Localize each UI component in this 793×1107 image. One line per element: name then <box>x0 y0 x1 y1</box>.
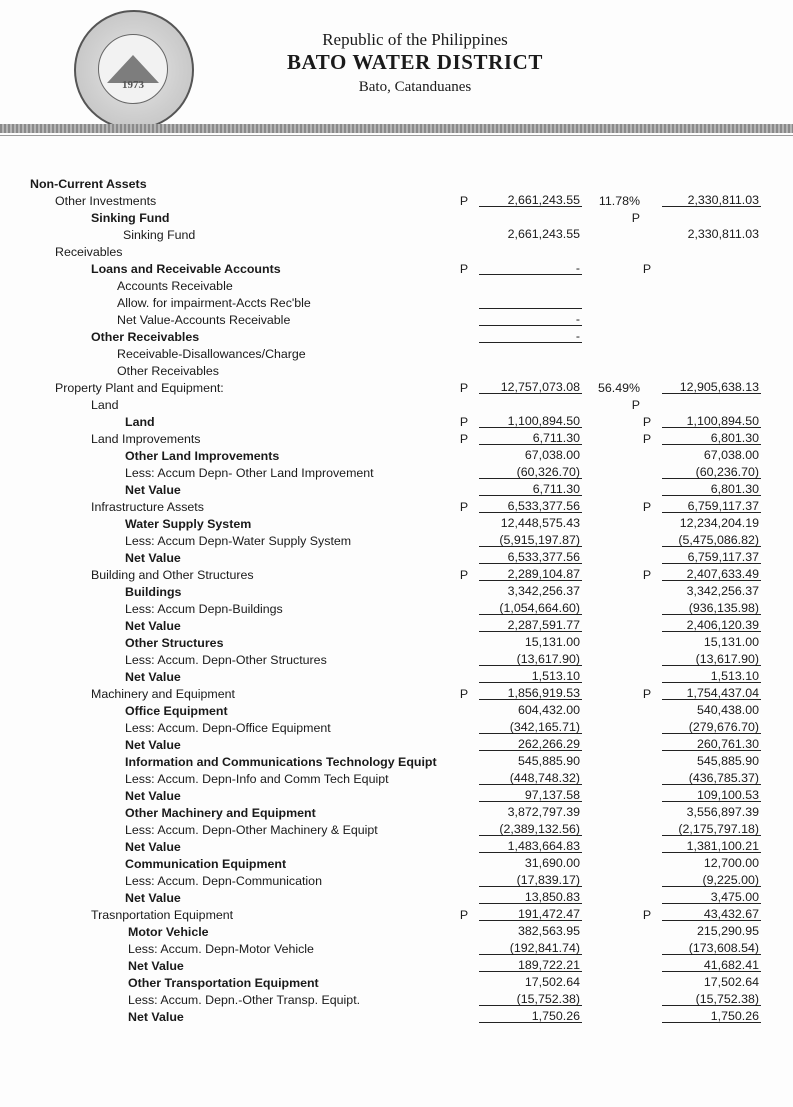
amount-prior: 109,100.53 <box>662 788 761 802</box>
amount-current: (5,915,197.87) <box>479 533 582 547</box>
amount-current: 6,533,377.56 <box>479 550 582 564</box>
amount-current: 12,448,575.43 <box>500 516 580 530</box>
row-label: Accounts Receivable <box>117 279 233 293</box>
row-label: Less: Accum. Depn-Motor Vehicle <box>128 942 314 956</box>
amount-prior: 12,700.00 <box>703 856 759 870</box>
amount-prior: 1,750.26 <box>662 1009 761 1023</box>
peso-sign: P <box>459 432 469 446</box>
row-label: Other Machinery and Equipment <box>125 806 316 820</box>
peso-sign: P <box>459 262 469 276</box>
peso-sign: P <box>642 500 652 514</box>
amount-prior: 12,905,638.13 <box>662 380 761 394</box>
table-row <box>0 771 793 788</box>
amount-prior: 12,234,204.19 <box>679 516 759 530</box>
amount-current: 2,289,104.87 <box>479 567 582 581</box>
table-row <box>0 652 793 669</box>
amount-prior: 545,885.90 <box>696 754 759 768</box>
table-row <box>0 533 793 550</box>
amount-current: 6,711.30 <box>479 431 582 445</box>
row-label: Less: Accum. Depn-Other Machinery & Equipt <box>125 823 378 837</box>
amount-current: 15,131.00 <box>524 635 580 649</box>
amount-current: 604,432.00 <box>517 703 580 717</box>
amount-current: 97,137.58 <box>479 788 582 802</box>
table-row <box>0 329 793 346</box>
row-label: Machinery and Equipment <box>91 687 235 701</box>
row-label: Land <box>91 398 119 412</box>
table-row <box>0 686 793 703</box>
amount-current: 6,533,377.56 <box>479 499 582 513</box>
row-label: Motor Vehicle <box>128 925 209 939</box>
percent-of-total: 56.49% P <box>597 381 640 412</box>
row-label: Other Receivables <box>117 364 219 378</box>
row-label: Allow. for impairment-Accts Rec'ble <box>117 296 311 310</box>
district-seal <box>74 10 194 130</box>
table-row <box>0 414 793 431</box>
table-row <box>0 924 793 941</box>
header-location: Bato, Catanduanes <box>358 79 472 95</box>
peso-sign: P <box>642 432 652 446</box>
table-row <box>0 856 793 873</box>
amount-current: 2,287,591.77 <box>479 618 582 632</box>
row-label: Less: Accum Depn- Other Land Improvement <box>125 466 374 480</box>
peso-sign: P <box>642 262 652 276</box>
table-row <box>0 516 793 533</box>
row-label: Sinking Fund <box>91 211 170 225</box>
amount-current: 1,856,919.53 <box>479 686 582 700</box>
table-row <box>0 805 793 822</box>
amount-prior: 3,556,897.39 <box>686 805 759 819</box>
amount-prior: 3,342,256.37 <box>686 584 759 598</box>
table-row <box>0 669 793 686</box>
peso-sign: P <box>459 568 469 582</box>
amount-prior: (436,785.37) <box>662 771 761 785</box>
amount-prior: (60,236.70) <box>662 465 761 479</box>
seal-emblem <box>98 34 168 104</box>
table-row <box>0 295 793 312</box>
peso-sign: P <box>459 381 469 395</box>
amount-prior: 215,290.95 <box>696 924 759 938</box>
table-row <box>0 873 793 890</box>
table-row <box>0 720 793 737</box>
amount-prior: (5,475,086.82) <box>662 533 761 547</box>
row-label: Other Receivables <box>91 330 200 344</box>
amount-current: 3,342,256.37 <box>507 584 580 598</box>
peso-sign: P <box>459 500 469 514</box>
row-label: Net Value <box>125 551 181 565</box>
amount-current: 67,038.00 <box>524 448 580 462</box>
row-label: Other Structures <box>125 636 224 650</box>
row-label: Property Plant and Equipment: <box>55 381 224 395</box>
amount-current: (17,839.17) <box>479 873 582 887</box>
amount-prior: (15,752.38) <box>662 992 761 1006</box>
peso-sign: P <box>642 568 652 582</box>
row-label: Net Value <box>128 959 184 973</box>
table-row <box>0 975 793 992</box>
amount-prior: 6,801.30 <box>662 431 761 445</box>
table-row <box>0 737 793 754</box>
row-label: Office Equipment <box>125 704 228 718</box>
amount-current: 12,757,073.08 <box>479 380 582 394</box>
amount-prior: 2,330,811.03 <box>687 227 759 241</box>
amount-current: (13,617.90) <box>479 652 582 666</box>
row-label: Net Value <box>125 789 181 803</box>
table-row <box>0 1009 793 1026</box>
amount-current: - <box>479 312 582 326</box>
table-row <box>0 346 793 363</box>
amount-prior: (936,135.98) <box>662 601 761 615</box>
amount-prior: 1,381,100.21 <box>662 839 761 853</box>
peso-sign: P <box>459 908 469 922</box>
row-label: Net Value <box>125 738 181 752</box>
amount-current <box>479 295 582 309</box>
amount-current: 1,483,664.83 <box>479 839 582 853</box>
amount-current: 13,850.83 <box>479 890 582 904</box>
row-label: Sinking Fund <box>123 228 196 242</box>
table-row <box>0 312 793 329</box>
amount-current: 31,690.00 <box>524 856 580 870</box>
amount-current: 1,100,894.50 <box>479 414 582 428</box>
peso-sign: P <box>642 908 652 922</box>
table-row <box>0 839 793 856</box>
amount-current: 545,885.90 <box>517 754 580 768</box>
row-label: Net Value <box>125 483 181 497</box>
amount-prior: 1,100,894.50 <box>662 414 761 428</box>
row-label: Building and Other Structures <box>91 568 254 582</box>
table-row <box>0 788 793 805</box>
row-label: Receivables <box>55 245 123 259</box>
table-row <box>0 210 793 227</box>
amount-prior: 17,502.64 <box>703 975 759 989</box>
seal-year: 1973 <box>122 79 144 91</box>
amount-prior: (9,225.00) <box>662 873 761 887</box>
table-row <box>0 244 793 261</box>
table-row <box>0 550 793 567</box>
amount-prior: 6,759,117.37 <box>662 499 761 513</box>
table-row <box>0 567 793 584</box>
row-label: Land Improvements <box>91 432 201 446</box>
amount-current: (448,748.32) <box>479 771 582 785</box>
amount-prior: (279,676.70) <box>662 720 761 734</box>
table-row <box>0 618 793 635</box>
row-label: Other Investments <box>55 194 157 208</box>
table-row <box>0 754 793 771</box>
row-label: Net Value <box>125 840 181 854</box>
row-label: Less: Accum. Depn.-Other Transp. Equipt. <box>128 993 361 1007</box>
row-label: Less: Accum. Depn-Office Equipment <box>125 721 331 735</box>
peso-sign: P <box>642 415 652 429</box>
header-rule <box>0 124 793 133</box>
amount-prior: (173,608.54) <box>662 941 761 955</box>
table-row <box>0 601 793 618</box>
amount-current: 382,563.95 <box>517 924 580 938</box>
amount-prior: 67,038.00 <box>703 448 759 462</box>
table-row <box>0 941 793 958</box>
amount-prior: 2,406,120.39 <box>662 618 761 632</box>
row-label: Other Land Improvements <box>125 449 280 463</box>
amount-current: 2,661,243.55 <box>507 227 580 241</box>
amount-current: 262,266.29 <box>479 737 582 751</box>
table-row <box>0 482 793 499</box>
table-row <box>0 907 793 924</box>
peso-sign: P <box>459 194 469 208</box>
table-row <box>0 431 793 448</box>
peso-sign: P <box>642 687 652 701</box>
row-label: Net Value <box>125 670 181 684</box>
row-label: Less: Accum. Depn-Other Structures <box>125 653 327 667</box>
amount-current: (15,752.38) <box>479 992 582 1006</box>
amount-current: 1,750.26 <box>479 1009 582 1023</box>
row-label: Information and Communications Technology Equipt <box>125 755 437 769</box>
row-label: Less: Accum. Depn-Info and Comm Tech Equipt <box>125 772 389 786</box>
row-label: Infrastructure Assets <box>91 500 204 514</box>
amount-current: 6,711.30 <box>479 482 582 496</box>
row-label: Buildings <box>125 585 182 599</box>
table-row <box>0 958 793 975</box>
row-label: Net Value-Accounts Receivable <box>117 313 291 327</box>
amount-current: (1,054,664.60) <box>479 601 582 615</box>
table-row <box>0 992 793 1009</box>
amount-prior: 1,513.10 <box>662 669 761 683</box>
row-label: Loans and Receivable Accounts <box>91 262 281 276</box>
row-label: Trasnportation Equipment <box>91 908 234 922</box>
amount-prior: 41,682.41 <box>662 958 761 972</box>
row-label: Water Supply System <box>125 517 252 531</box>
percent-of-total: 11.78% P <box>598 194 640 225</box>
amount-current: (342,165.71) <box>479 720 582 734</box>
row-label: Less: Accum Depn-Water Supply System <box>125 534 352 548</box>
amount-prior: 6,801.30 <box>662 482 761 496</box>
table-row <box>0 397 793 414</box>
amount-prior: 3,475.00 <box>662 890 761 904</box>
header-republic: Republic of the Philippines <box>322 30 508 49</box>
table-row <box>0 584 793 601</box>
row-label: Communication Equipment <box>125 857 287 871</box>
amount-current: (2,389,132.56) <box>479 822 582 836</box>
header-organization: BATO WATER DISTRICT <box>286 50 544 74</box>
amount-current: 189,722.21 <box>479 958 582 972</box>
table-row <box>0 363 793 380</box>
row-label: Net Value <box>128 1010 184 1024</box>
peso-sign: P <box>459 687 469 701</box>
table-row <box>0 703 793 720</box>
header-rule-thin <box>0 135 793 136</box>
row-label: Land <box>125 415 155 429</box>
amount-prior: 6,759,117.37 <box>662 550 761 564</box>
amount-prior: (2,175,797.18) <box>662 822 761 836</box>
amount-current: 2,661,243.55 <box>479 193 582 207</box>
row-label: Net Value <box>125 891 181 905</box>
amount-prior: 260,761.30 <box>662 737 761 751</box>
amount-prior: 2,407,633.49 <box>662 567 761 581</box>
table-row <box>0 227 793 244</box>
amount-current: (60,326.70) <box>479 465 582 479</box>
row-label: Net Value <box>125 619 181 633</box>
amount-current: (192,841.74) <box>479 941 582 955</box>
amount-prior: 2,330,811.03 <box>662 193 761 207</box>
table-row <box>0 499 793 516</box>
amount-current: 3,872,797.39 <box>507 805 580 819</box>
row-label: Less: Accum Depn-Buildings <box>125 602 283 616</box>
amount-prior: (13,617.90) <box>662 652 761 666</box>
table-row <box>0 448 793 465</box>
row-label: Less: Accum. Depn-Communication <box>125 874 322 888</box>
table-row <box>0 465 793 482</box>
amount-current: - <box>479 261 582 275</box>
amount-current: 1,513.10 <box>479 669 582 683</box>
amount-current: - <box>479 329 582 343</box>
table-row <box>0 822 793 839</box>
row-label: Other Transportation Equipment <box>128 976 319 990</box>
amount-current: 17,502.64 <box>524 975 580 989</box>
amount-prior: 15,131.00 <box>703 635 759 649</box>
amount-prior: 540,438.00 <box>696 703 759 717</box>
amount-prior: 1,754,437.04 <box>662 686 761 700</box>
table-row <box>0 261 793 278</box>
row-label: Receivable-Disallowances/Charge <box>117 347 306 361</box>
table-row <box>0 635 793 652</box>
row-label: Non-Current Assets <box>30 177 147 191</box>
peso-sign: P <box>459 415 469 429</box>
amount-current: 191,472.47 <box>479 907 582 921</box>
amount-prior: 43,432.67 <box>662 907 761 921</box>
table-row <box>0 890 793 907</box>
table-row <box>0 176 793 193</box>
table-row <box>0 278 793 295</box>
